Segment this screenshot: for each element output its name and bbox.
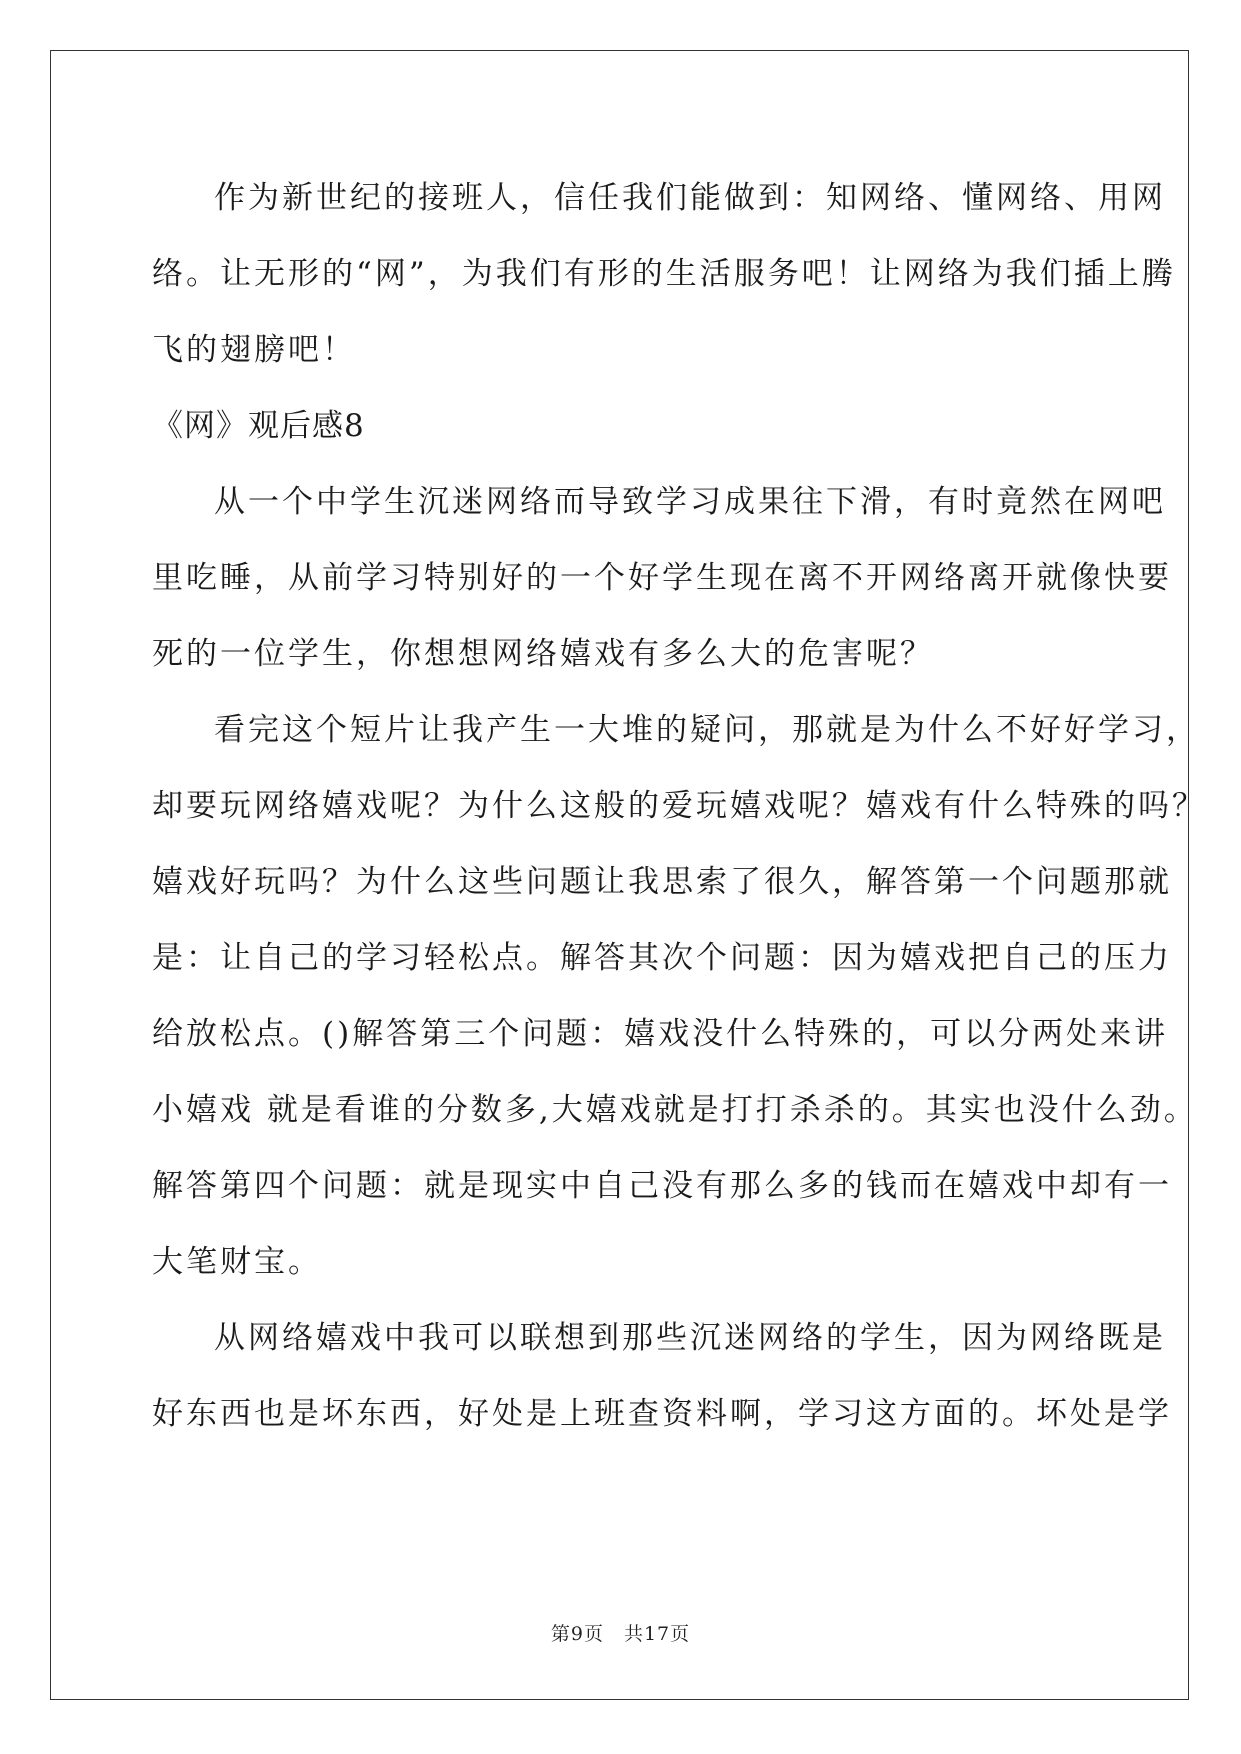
paragraph-line: 看完这个短片让我产生一大堆的疑问，那就是为什么不好好学习， [214, 712, 1200, 748]
paragraph-line: 从一个中学生沉迷网络而导致学习成果往下滑，有时竟然在网吧 [214, 484, 1166, 520]
paragraph-line: 好东西也是坏东西，好处是上班查资料啊，学习这方面的。坏处是学 [152, 1396, 1172, 1432]
document-body [152, 160, 1206, 1452]
page-number-footer: 第9页 共17页 [550, 1623, 691, 1645]
paragraph-line: 死的一位学生，你想想网络嬉戏有多么大的危害呢？ [152, 636, 934, 672]
paragraph-line: 飞的翅膀吧！ [152, 332, 356, 368]
paragraph-line: 嬉戏好玩吗？为什么这些问题让我思索了很久，解答第一个问题那就 [152, 864, 1172, 900]
paragraph-line: 给放松点。()解答第三个问题：嬉戏没什么特殊的，可以分两处来讲 [152, 1016, 1169, 1052]
paragraph-line: 却要玩网络嬉戏呢？为什么这般的爱玩嬉戏呢？嬉戏有什么特殊的吗？ [152, 788, 1206, 824]
paragraph-line: 里吃睡，从前学习特别好的一个好学生现在离不开网络离开就像快要 [152, 560, 1172, 596]
paragraph-line: 从网络嬉戏中我可以联想到那些沉迷网络的学生，因为网络既是 [214, 1320, 1166, 1356]
paragraph-line: 作为新世纪的接班人，信任我们能做到：知网络、懂网络、用网 [214, 180, 1166, 216]
paragraph-line: 解答第四个问题：就是现实中自己没有那么多的钱而在嬉戏中却有一 [152, 1168, 1172, 1204]
paragraph-line: 是：让自己的学习轻松点。解答其次个问题：因为嬉戏把自己的压力 [152, 940, 1172, 976]
section-heading: 《网》观后感8 [152, 408, 365, 444]
paragraph-line: 大笔财宝。 [152, 1244, 322, 1280]
paragraph-line: 小嬉戏 就是看谁的分数多,大嬉戏就是打打杀杀的。其实也没什么劲。 [152, 1092, 1198, 1128]
paragraph-line: 络。让无形的“网”，为我们有形的生活服务吧！让网络为我们插上腾 [152, 256, 1176, 292]
